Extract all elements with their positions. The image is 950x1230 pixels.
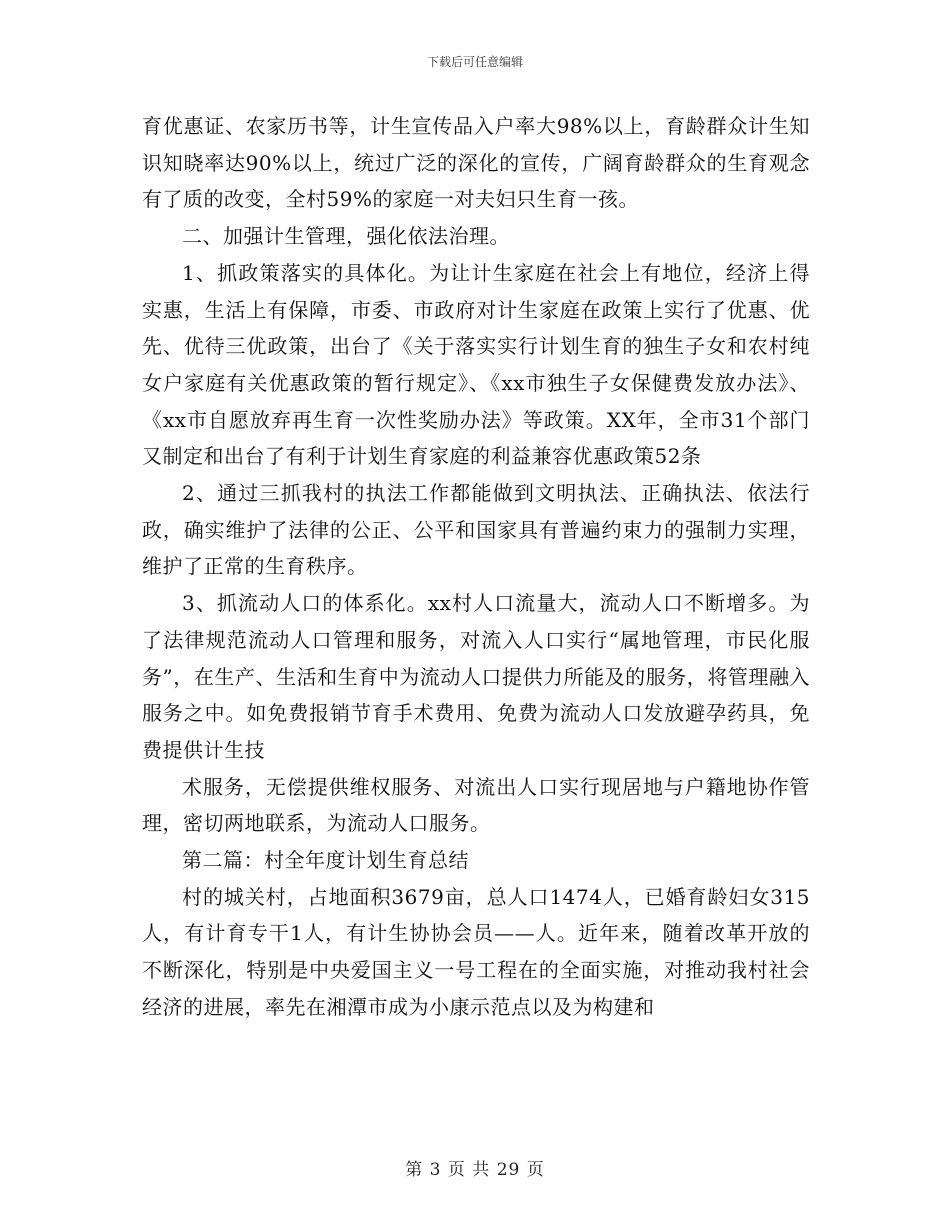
- paragraph-1: 育优惠证、农家历书等，计生宣传品入户率大98%以上，育龄群众计生知识知晓率达90%以上，统过广泛的深化的宣传，广阔育龄群众的生育观念有了质的改变，全村59%的家庭一对夫妇只生育一孩。: [142, 114, 810, 212]
- page-header: 下载后可任意编辑: [426, 55, 523, 69]
- page-number: 第 3 页 共 29 页: [405, 1160, 545, 1180]
- chapter-title-2: 第二篇：村全年度计划生育总结: [182, 848, 469, 873]
- paragraph-services: 术服务，无偿提供维权服务、对流出人口实行现居地与户籍地协作管理，密切两地联系，为流动人口服务。: [142, 774, 810, 836]
- document-body: [142, 108, 810, 1026]
- paragraph-village-intro: 村的城关村，占地面积3679亩，总人口1474人，已婚育龄妇女315人，有计育专干1人，有计生协协会员——人。近年来，随着改革开放的不断深化，特别是中央爱国主义一号工程在的全面实施，对推动我村社会经济的进展，率先在湘潭市成为小康示范点以及为构建和: [142, 884, 810, 1019]
- section-heading-2: 二、加强计生管理，强化依法治理。: [182, 224, 510, 249]
- paragraph-policy: 1、抓政策落实的具体化。为让计生家庭在社会上有地位，经济上得实惠，生活上有保障，市委、市政府对计生家庭在政策上实行了优惠、优先、优待三优政策，出台了《关于落实实行计划生育的独生子女和农村纯女户家庭有关优惠政策的暂行规定》、《xx市独生子女保健费发放办法》、《xx市自愿放弃再生育一次性奖励办法》等政策。XX年，全市31个部门又制定和出台了有利于计划生育家庭的利益兼容优惠政策52条: [142, 260, 810, 469]
- paragraph-law-enforcement: 2、通过三抓我村的执法工作都能做到文明执法、正确执法、依法行政，确实维护了法律的公正、公平和国家具有普遍约束力的强制力实理，维护了正常的生育秩序。: [142, 481, 810, 579]
- paragraph-floating-population: 3、抓流动人口的体系化。xx村人口流量大，流动人口不断增多。为了法律规范流动人口管理和服务，对流入人口实行“属地管理，市民化服务”，在生产、生活和生育中为流动人口提供力所能及的服务，将管理融入服务之中。如免费报销节育手术费用、免费为流动人口发放避孕药具，免费提供计生技: [142, 591, 810, 762]
